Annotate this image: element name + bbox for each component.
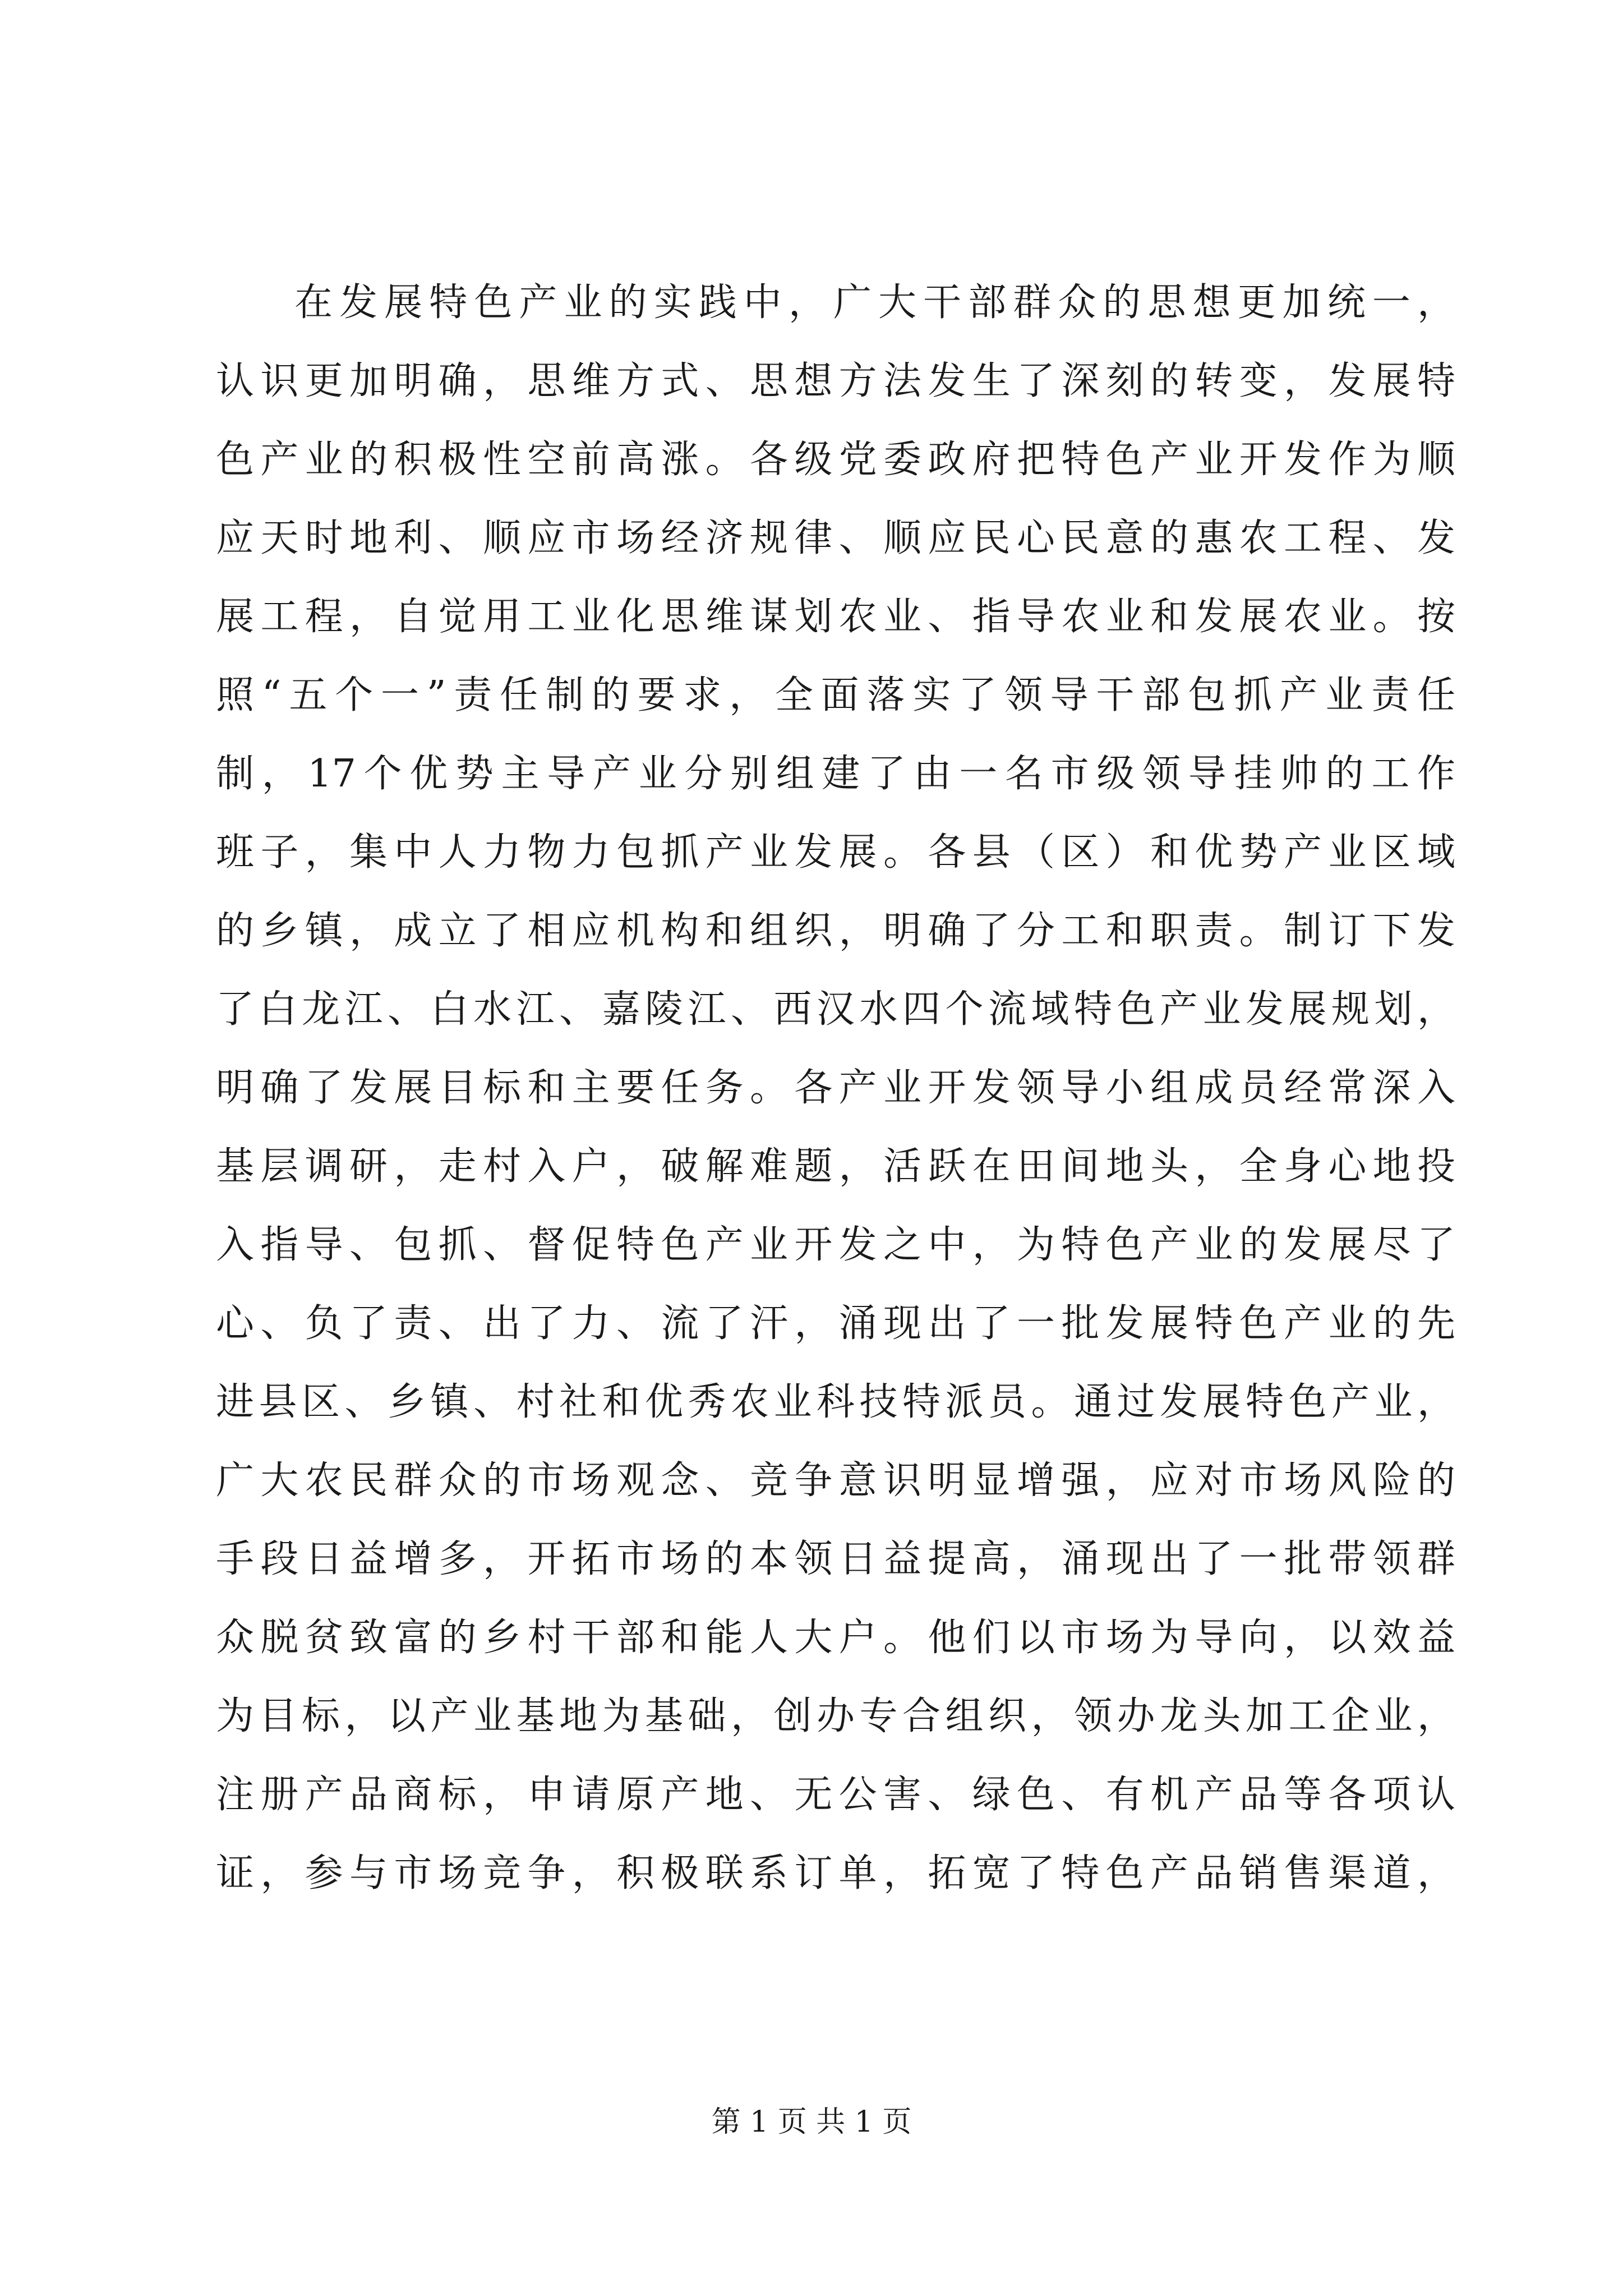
text-line: 证，参与市场竞争，积极联系订单，拓宽了特色产品销售渠道， [216, 1851, 1455, 1895]
text-line: 众脱贫致富的乡村干部和能人大户。他们以市场为导向，以效益 [216, 1616, 1455, 1660]
text-line: 的乡镇，成立了相应机构和组织，明确了分工和职责。制订下发 [216, 909, 1455, 953]
text-line: 制，17个优势主导产业分别组建了由一名市级领导挂帅的工作 [216, 752, 1455, 796]
text-line: 手段日益增多，开拓市场的本领日益提高，涌现出了一批带领群 [216, 1537, 1455, 1581]
body-paragraph [216, 264, 1455, 1913]
text-line: 基层调研，走村入户，破解难题，活跃在田间地头，全身心地投 [216, 1144, 1455, 1189]
text-line: 了白龙江、白水江、嘉陵江、西汉水四个流域特色产业发展规划， [216, 987, 1455, 1032]
text-line: 为目标，以产业基地为基础，创办专合组织，领办龙头加工企业， [216, 1694, 1455, 1738]
page-number-footer: 第 1 页 共 1 页 [711, 2105, 912, 2139]
text-line: 注册产品商标，申请原产地、无公害、绿色、有机产品等各项认 [216, 1773, 1455, 1817]
text-line: 进县区、乡镇、村社和优秀农业科技特派员。通过发展特色产业， [216, 1380, 1455, 1424]
text-line: 认识更加明确，思维方式、思想方法发生了深刻的转变，发展特 [216, 359, 1455, 403]
text-line: 班子，集中人力物力包抓产业发展。各县（区）和优势产业区域 [216, 830, 1455, 875]
text-line: 入指导、包抓、督促特色产业开发之中，为特色产业的发展尽了 [216, 1223, 1455, 1267]
text-line: 在发展特色产业的实践中，广大干部群众的思想更加统一， [294, 280, 1455, 325]
text-line: 展工程，自觉用工业化思维谋划农业、指导农业和发展农业。按 [216, 595, 1455, 639]
text-line: 心、负了责、出了力、流了汗，涌现出了一批发展特色产业的先 [216, 1301, 1455, 1346]
text-line: 广大农民群众的市场观念、竞争意识明显增强，应对市场风险的 [216, 1458, 1455, 1503]
text-line: 色产业的积极性空前高涨。各级党委政府把特色产业开发作为顺 [216, 438, 1455, 482]
text-line: 照“五个一”责任制的要求，全面落实了领导干部包抓产业责任 [216, 673, 1455, 717]
text-line: 明确了发展目标和主要任务。各产业开发领导小组成员经常深入 [216, 1066, 1455, 1110]
text-line: 应天时地利、顺应市场经济规律、顺应民心民意的惠农工程、发 [216, 516, 1455, 560]
